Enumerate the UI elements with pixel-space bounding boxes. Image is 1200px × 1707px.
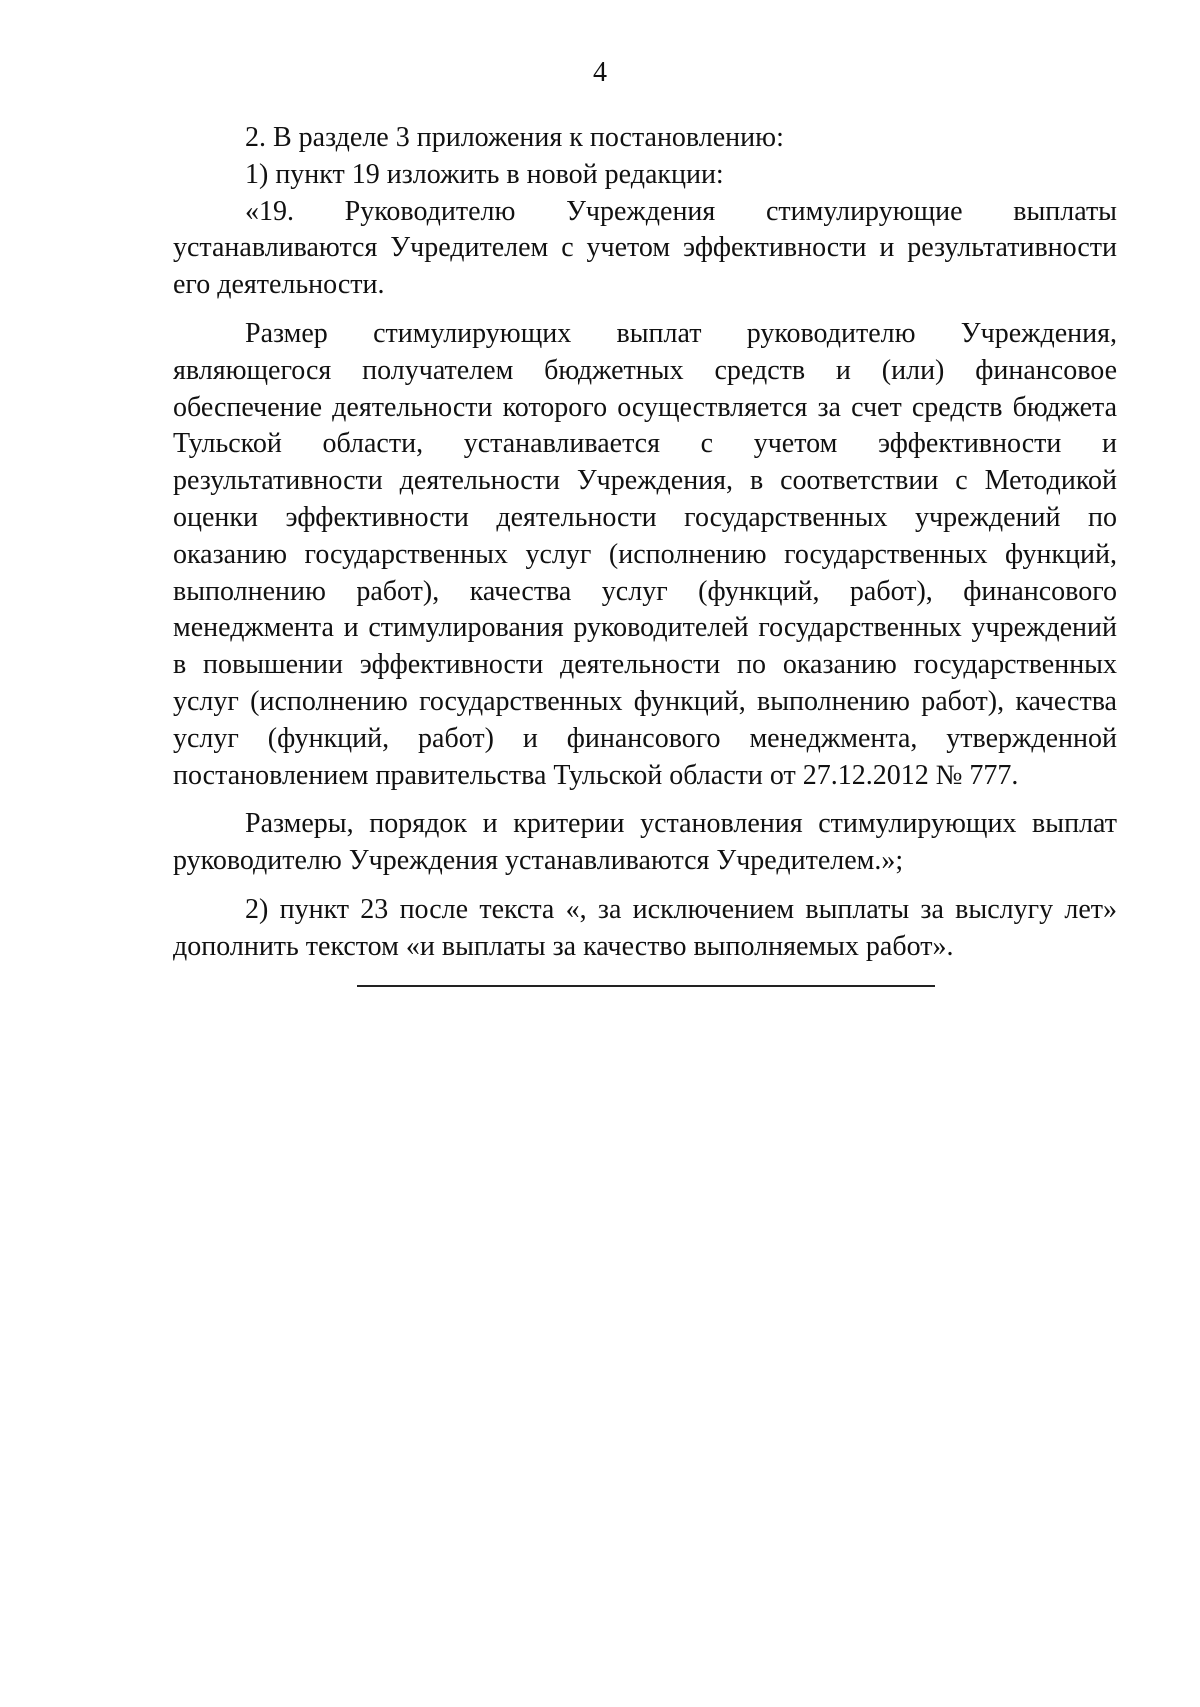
- paragraph-payment-size: Размер стимулирующих выплат руководителю Учреждения, являющегося получателем бюджетных средств и (или) финансовое обеспечение деятельности которого осуществляется за счет средств бюджета Тульской области, устанавливается с учетом эффективности и результативности деятельности Учреждения, в соответствии с Методикой оценки эффективности деятельности государственных учреждений по оказанию государственных услуг (исполнению государственных функций, выполнению работ), качества услуг (функций, работ), финансового менеджмента и стимулирования руководителей государственных учреждений в повышении эффективности деятельности по оказанию государственных услуг (исполнению государственных функций, выполнению работ), качества услуг (функций, работ) и финансового менеджмента, утвержденной постановлением правительства Тульской области от 27.12.2012 № 777.: [173, 317, 1117, 791]
- paragraph-item-2: 2) пункт 23 после текста «, за исключением выплаты за выслугу лет» дополнить текстом «и выплаты за качество выполняемых работ».: [173, 893, 1117, 962]
- paragraph-payment-criteria: Размеры, порядок и критерии установления стимулирующих выплат руководителю Учреждения устанавливаются Учредителем.»;: [173, 808, 1117, 877]
- end-of-document-rule: [357, 985, 935, 987]
- page-number: 4: [593, 57, 607, 88]
- paragraph-item-1: 1) пункт 19 изложить в новой редакции:: [245, 158, 724, 190]
- paragraph-point-19: «19. Руководителю Учреждения стимулирующие выплаты устанавливаются Учредителем с учетом эффективности и результативности его деятельности.: [173, 195, 1117, 301]
- paragraph-section-3-intro: 2. В разделе 3 приложения к постановлению:: [245, 122, 784, 153]
- document-body: [173, 120, 1117, 966]
